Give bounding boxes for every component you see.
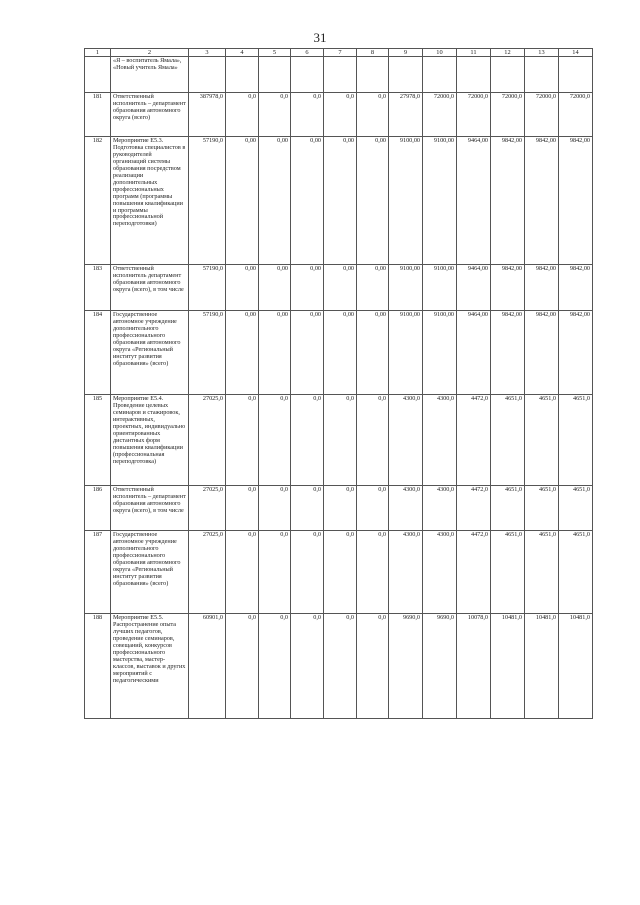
value-cell: 0,0 xyxy=(259,614,291,719)
value-cell: 0,00 xyxy=(259,311,291,395)
value-cell: 9842,00 xyxy=(559,311,593,395)
value-cell: 4651,0 xyxy=(525,395,559,486)
table-row xyxy=(85,311,593,395)
value-cell xyxy=(423,57,457,93)
value-cell xyxy=(525,57,559,93)
value-cell: 0,00 xyxy=(226,311,259,395)
value-cell: 4651,0 xyxy=(559,486,593,531)
value-cell: 9842,00 xyxy=(491,265,525,311)
value-cell: 0,0 xyxy=(291,531,324,614)
value-cell: 9690,0 xyxy=(389,614,423,719)
column-header: 1 xyxy=(85,49,111,57)
value-cell: 0,00 xyxy=(291,265,324,311)
value-cell: 9100,00 xyxy=(423,137,457,265)
value-cell: 0,00 xyxy=(226,265,259,311)
value-cell: 0,0 xyxy=(259,531,291,614)
value-cell: 27025,0 xyxy=(189,395,226,486)
value-cell: 9842,00 xyxy=(525,311,559,395)
row-number: 186 xyxy=(85,486,111,531)
row-number: 185 xyxy=(85,395,111,486)
column-header: 8 xyxy=(357,49,389,57)
value-cell: 9100,00 xyxy=(389,137,423,265)
value-cell: 0,0 xyxy=(226,395,259,486)
value-cell: 0,00 xyxy=(357,265,389,311)
row-name: Ответственный исполнитель департамент образования автономного округа (всего), в том числе xyxy=(111,265,189,311)
row-name: Мероприятие Е5.3. Подготовка специалистов в руководителей организаций системы образования посредством реализации дополнительных профессиональных программ (программы повышения квалификации и программы профессиональной переподготовки) xyxy=(111,137,189,265)
value-cell: 72000,0 xyxy=(491,93,525,137)
value-cell: 0,0 xyxy=(324,531,357,614)
value-cell xyxy=(259,57,291,93)
value-cell xyxy=(559,57,593,93)
value-cell: 0,0 xyxy=(259,395,291,486)
value-cell: 0,0 xyxy=(226,93,259,137)
value-cell: 4300,0 xyxy=(389,486,423,531)
row-name: Государственное автономное учреждение дополнительного профессионального образования автономного округа «Региональный институт развития образования» (всего) xyxy=(111,311,189,395)
value-cell: 9100,00 xyxy=(423,265,457,311)
value-cell: 0,00 xyxy=(357,137,389,265)
value-cell: 10078,0 xyxy=(457,614,491,719)
value-cell xyxy=(291,57,324,93)
value-cell: 4651,0 xyxy=(559,531,593,614)
value-cell: 4300,0 xyxy=(389,395,423,486)
value-cell: 27025,0 xyxy=(189,531,226,614)
row-name: Мероприятие Е5.4. Проведение целевых семинаров и стажировок, интерактивных, проектных, индивидуально ориентированных дистантных форм повышения квалификации (профессиональная переподготовка) xyxy=(111,395,189,486)
value-cell: 4300,0 xyxy=(423,486,457,531)
value-cell: 0,0 xyxy=(324,93,357,137)
value-cell xyxy=(324,57,357,93)
value-cell: 0,0 xyxy=(291,486,324,531)
value-cell: 0,00 xyxy=(324,137,357,265)
column-header: 2 xyxy=(111,49,189,57)
value-cell: 0,00 xyxy=(324,265,357,311)
value-cell: 0,00 xyxy=(259,265,291,311)
value-cell: 0,0 xyxy=(357,93,389,137)
column-header: 6 xyxy=(291,49,324,57)
value-cell: 9842,00 xyxy=(491,311,525,395)
value-cell: 4651,0 xyxy=(491,395,525,486)
value-cell: 9842,00 xyxy=(559,137,593,265)
value-cell xyxy=(457,57,491,93)
table-body xyxy=(85,49,593,719)
budget-table xyxy=(84,48,593,719)
row-name: Ответственный исполнитель – департамент образования автономного округа (всего) xyxy=(111,93,189,137)
value-cell: 0,0 xyxy=(324,395,357,486)
value-cell: 57190,0 xyxy=(189,137,226,265)
value-cell: 0,0 xyxy=(259,486,291,531)
value-cell: 72000,0 xyxy=(457,93,491,137)
value-cell: 57190,0 xyxy=(189,311,226,395)
column-header: 5 xyxy=(259,49,291,57)
value-cell: 9100,00 xyxy=(389,265,423,311)
value-cell: 9464,00 xyxy=(457,137,491,265)
column-header: 12 xyxy=(491,49,525,57)
value-cell: 0,0 xyxy=(357,395,389,486)
table-row xyxy=(85,395,593,486)
table-row xyxy=(85,265,593,311)
table-row xyxy=(85,93,593,137)
value-cell: 0,0 xyxy=(291,614,324,719)
value-cell: 4472,0 xyxy=(457,395,491,486)
row-number: 184 xyxy=(85,311,111,395)
value-cell: 9100,00 xyxy=(423,311,457,395)
column-header: 7 xyxy=(324,49,357,57)
value-cell: 72000,0 xyxy=(559,93,593,137)
row-number: 182 xyxy=(85,137,111,265)
column-header: 11 xyxy=(457,49,491,57)
value-cell: 0,0 xyxy=(324,486,357,531)
value-cell xyxy=(189,57,226,93)
value-cell: 0,00 xyxy=(226,137,259,265)
value-cell: 0,0 xyxy=(357,614,389,719)
value-cell: 27978,0 xyxy=(389,93,423,137)
value-cell: 0,00 xyxy=(291,137,324,265)
row-number: 187 xyxy=(85,531,111,614)
column-header: 9 xyxy=(389,49,423,57)
value-cell: 9842,00 xyxy=(525,265,559,311)
row-number xyxy=(85,57,111,93)
value-cell: 0,0 xyxy=(226,486,259,531)
value-cell: 0,00 xyxy=(291,311,324,395)
value-cell: 4300,0 xyxy=(389,531,423,614)
value-cell: 0,00 xyxy=(259,137,291,265)
value-cell: 9842,00 xyxy=(525,137,559,265)
row-name: Государственное автономное учреждение дополнительного профессионального образования автономного округа «Региональный институт развития образования» (всего) xyxy=(111,531,189,614)
table-row xyxy=(85,137,593,265)
value-cell xyxy=(389,57,423,93)
column-header: 10 xyxy=(423,49,457,57)
value-cell: 0,0 xyxy=(226,614,259,719)
row-number: 188 xyxy=(85,614,111,719)
table-row xyxy=(85,531,593,614)
value-cell: 0,0 xyxy=(291,93,324,137)
page-number: 31 xyxy=(313,30,327,45)
column-header: 13 xyxy=(525,49,559,57)
row-name: «Я – воспитатель Ямала», «Новый учитель Ямала» xyxy=(111,57,189,93)
row-number: 183 xyxy=(85,265,111,311)
value-cell xyxy=(226,57,259,93)
row-name: Ответственный исполнитель – департамент образования автономного округа (всего), в том числе xyxy=(111,486,189,531)
value-cell: 0,0 xyxy=(291,395,324,486)
table-row xyxy=(85,57,593,93)
row-number: 181 xyxy=(85,93,111,137)
value-cell: 4651,0 xyxy=(491,486,525,531)
value-cell: 9690,0 xyxy=(423,614,457,719)
value-cell: 0,0 xyxy=(324,614,357,719)
value-cell: 0,00 xyxy=(357,311,389,395)
value-cell: 0,0 xyxy=(357,531,389,614)
value-cell: 0,0 xyxy=(357,486,389,531)
value-cell: 4300,0 xyxy=(423,531,457,614)
value-cell: 72000,0 xyxy=(423,93,457,137)
value-cell: 60901,0 xyxy=(189,614,226,719)
value-cell: 27025,0 xyxy=(189,486,226,531)
value-cell xyxy=(357,57,389,93)
value-cell: 9100,00 xyxy=(389,311,423,395)
header-row xyxy=(85,49,593,57)
value-cell: 9842,00 xyxy=(491,137,525,265)
value-cell: 10481,0 xyxy=(491,614,525,719)
value-cell: 57190,0 xyxy=(189,265,226,311)
value-cell: 4472,0 xyxy=(457,531,491,614)
table-row xyxy=(85,614,593,719)
column-header: 14 xyxy=(559,49,593,57)
value-cell: 4651,0 xyxy=(559,395,593,486)
value-cell: 0,0 xyxy=(226,531,259,614)
value-cell: 9464,00 xyxy=(457,311,491,395)
row-name: Мероприятие Е5.5. Распространение опыта лучших педагогов, проведение семинаров, совещаний, конкурсов профессионального мастерства, мастер-классов, выставок и других мероприятий с педагогическими xyxy=(111,614,189,719)
column-header: 4 xyxy=(226,49,259,57)
value-cell: 72000,0 xyxy=(525,93,559,137)
value-cell xyxy=(491,57,525,93)
value-cell: 387978,0 xyxy=(189,93,226,137)
value-cell: 9842,00 xyxy=(559,265,593,311)
value-cell: 4472,0 xyxy=(457,486,491,531)
value-cell: 10481,0 xyxy=(559,614,593,719)
value-cell: 4651,0 xyxy=(525,486,559,531)
value-cell: 9464,00 xyxy=(457,265,491,311)
value-cell: 0,0 xyxy=(259,93,291,137)
value-cell: 4651,0 xyxy=(525,531,559,614)
value-cell: 0,00 xyxy=(324,311,357,395)
column-header: 3 xyxy=(189,49,226,57)
value-cell: 4300,0 xyxy=(423,395,457,486)
table-row xyxy=(85,486,593,531)
value-cell: 10481,0 xyxy=(525,614,559,719)
value-cell: 4651,0 xyxy=(491,531,525,614)
